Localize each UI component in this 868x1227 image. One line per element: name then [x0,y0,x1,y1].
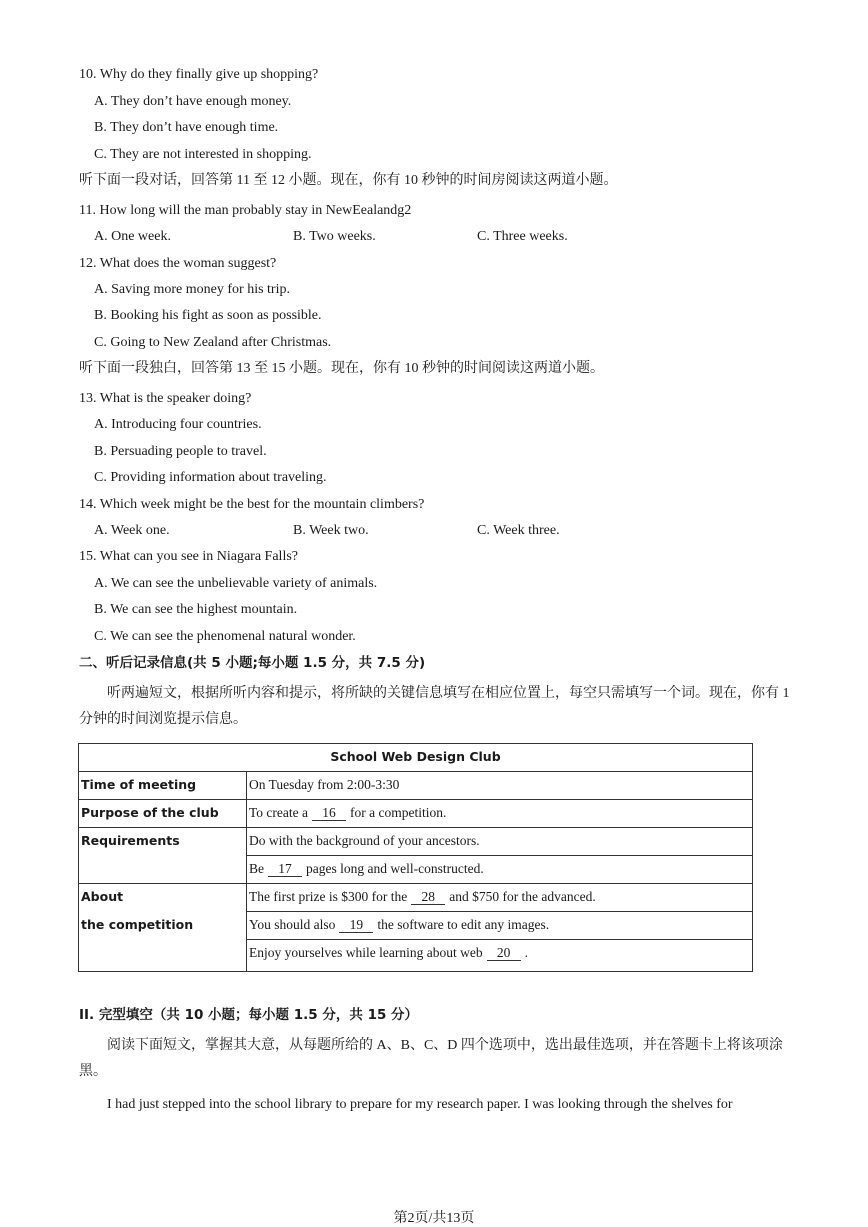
passage [79,1092,791,1118]
section-3-instructions-text: 阅读下面短文，掌握其大意，从每题所给的 A、B、C、D 四个选项中，选出最佳选项，并在答题卡上将该项涂黑。 [79,1038,783,1079]
option-15c: C. We can see the phenomenal natural wonder. [94,629,356,644]
about-label-line-2: the competition [81,917,194,932]
question-14: 14. Which week might be the best for the mountain climbers? [79,497,425,512]
option-15b: B. We can see the highest mountain. [94,602,298,617]
about2-post: the software to edit any images. [377,917,550,932]
option-11a: A. One week. [94,229,171,244]
section-2-instructions [79,681,791,733]
instruction-11-12: 听下面一段对话，回答第 11 至 12 小题。现在，你有 10 秒钟的时间房阅读这两道小题。 [79,173,618,188]
option-12c: C. Going to New Zealand after Christmas. [94,335,332,350]
option-14c: C. Week three. [477,523,560,538]
blank-28: 28 [411,890,445,905]
purpose-post: for a competition. [350,805,447,820]
about3-post: . [524,945,528,960]
value-about-2 [247,912,753,940]
option-11b: B. Two weeks. [293,229,376,244]
about3-pre: Enjoy yourselves while learning about web [249,945,483,960]
label-purpose: Purpose of the club [79,800,247,828]
option-11c: C. Three weeks. [477,229,568,244]
section-3-title: II. 完型填空（共 10 小题；每小题 1.5 分，共 15 分） [79,1007,419,1023]
value-purpose [247,800,753,828]
option-15a: A. We can see the unbelievable variety of animals. [94,576,378,591]
club-info-table [78,743,753,972]
about2-pre: You should also [249,917,336,932]
label-requirements: Requirements [79,828,247,884]
value-req-1: Do with the background of your ancestors. [247,828,753,856]
option-13b: B. Persuading people to travel. [94,444,267,459]
about-label-line-1: About [81,889,124,904]
question-13: 13. What is the speaker doing? [79,391,252,406]
question-15: 15. What can you see in Niagara Falls? [79,549,299,564]
value-about-1 [247,884,753,912]
about1-post: and $750 for the advanced. [449,889,596,904]
option-10c: C. They are not interested in shopping. [94,147,312,162]
option-13a: A. Introducing four countries. [94,417,262,432]
section-2-instructions-text: 听两遍短文，根据所听内容和提示，将所缺的关键信息填写在相应位置上，每空只需填写一个词。现在，你有 1 分钟的时间浏览提示信息。 [79,686,790,727]
value-req-2 [247,856,753,884]
value-about-3 [247,940,753,972]
blank-20: 20 [487,946,521,961]
option-14a: A. Week one. [94,523,170,538]
req2-post: pages long and well-constructed. [306,861,484,876]
option-10b: B. They don’t have enough time. [94,120,279,135]
label-time: Time of meeting [79,772,247,800]
option-12b: B. Booking his fight as soon as possible. [94,308,322,323]
blank-19: 19 [339,918,373,933]
option-12a: A. Saving more money for his trip. [94,282,290,297]
question-11: 11. How long will the man probably stay in NewEealandg2 [79,203,412,218]
req2-pre: Be [249,861,264,876]
purpose-pre: To create a [249,805,309,820]
page-footer: 第2页/共13页 [393,1211,475,1226]
about1-pre: The first prize is $300 for the [249,889,408,904]
option-10a: A. They don’t have enough money. [94,94,292,109]
passage-text: I had just stepped into the school library to prepare for my research paper. I was looking through the shelves for [107,1097,733,1112]
question-12: 12. What does the woman suggest? [79,256,277,271]
label-about [79,884,247,972]
section-2-title: 二、听后记录信息(共 5 小题;每小题 1.5 分，共 7.5 分) [79,655,426,671]
instruction-13-15: 听下面一段独白，回答第 13 至 15 小题。现在，你有 10 秒钟的时间阅读这两道小题。 [79,361,604,376]
table-title: School Web Design Club [79,744,753,772]
option-13c: C. Providing information about traveling. [94,470,327,485]
question-10: 10. Why do they finally give up shopping? [79,67,319,82]
section-3-instructions [79,1033,791,1085]
blank-16: 16 [312,806,346,821]
value-time: On Tuesday from 2:00-3:30 [247,772,753,800]
option-14b: B. Week two. [293,523,369,538]
blank-17: 17 [268,862,302,877]
